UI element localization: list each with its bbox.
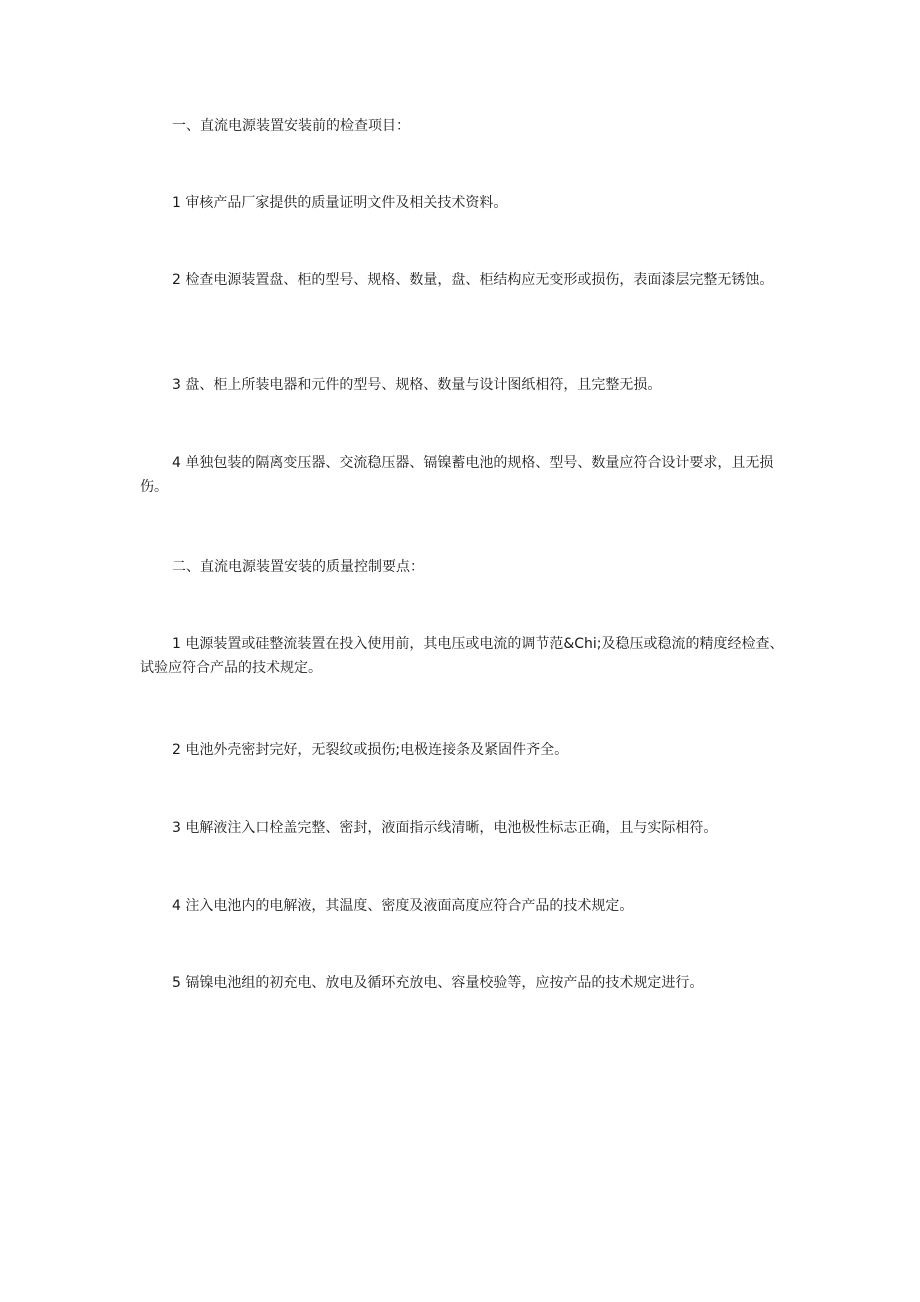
section-heading-1: 一、直流电源装置安装前的检查项目： <box>172 118 410 134</box>
section-heading-2: 二、直流电源装置安装的质量控制要点： <box>172 559 424 575</box>
list-item: 2 电池外壳密封完好，无裂纹或损伤;电极连接条及紧固件齐全。 <box>172 742 569 758</box>
list-item: 1 审核产品厂家提供的质量证明文件及相关技术资料。 <box>172 195 508 211</box>
list-item: 5 镉镍电池组的初充电、放电及循环充放电、容量校验等，应按产品的技术规定进行。 <box>172 975 704 991</box>
list-item: 4 注入电池内的电解液，其温度、密度及液面高度应符合产品的技术规定。 <box>172 898 634 914</box>
list-item: 3 盘、柜上所装电器和元件的型号、规格、数量与设计图纸相符，且完整无损。 <box>172 377 662 393</box>
list-item: 4 单独包装的隔离变压器、交流稳压器、镉镍蓄电池的规格、型号、数量应符合设计要求，且无损伤。 <box>140 455 774 495</box>
list-item: 1 电源装置或硅整流装置在投入使用前，其电压或电流的调节范&Chi;及稳压或稳流的精度经检查、试验应符合产品的技术规定。 <box>140 636 784 676</box>
list-item: 2 检查电源装置盘、柜的型号、规格、数量，盘、柜结构应无变形或损伤，表面漆层完整无锈蚀。 <box>172 272 774 288</box>
list-item: 3 电解液注入口栓盖完整、密封，液面指示线清晰，电池极性标志正确，且与实际相符。 <box>172 820 718 836</box>
